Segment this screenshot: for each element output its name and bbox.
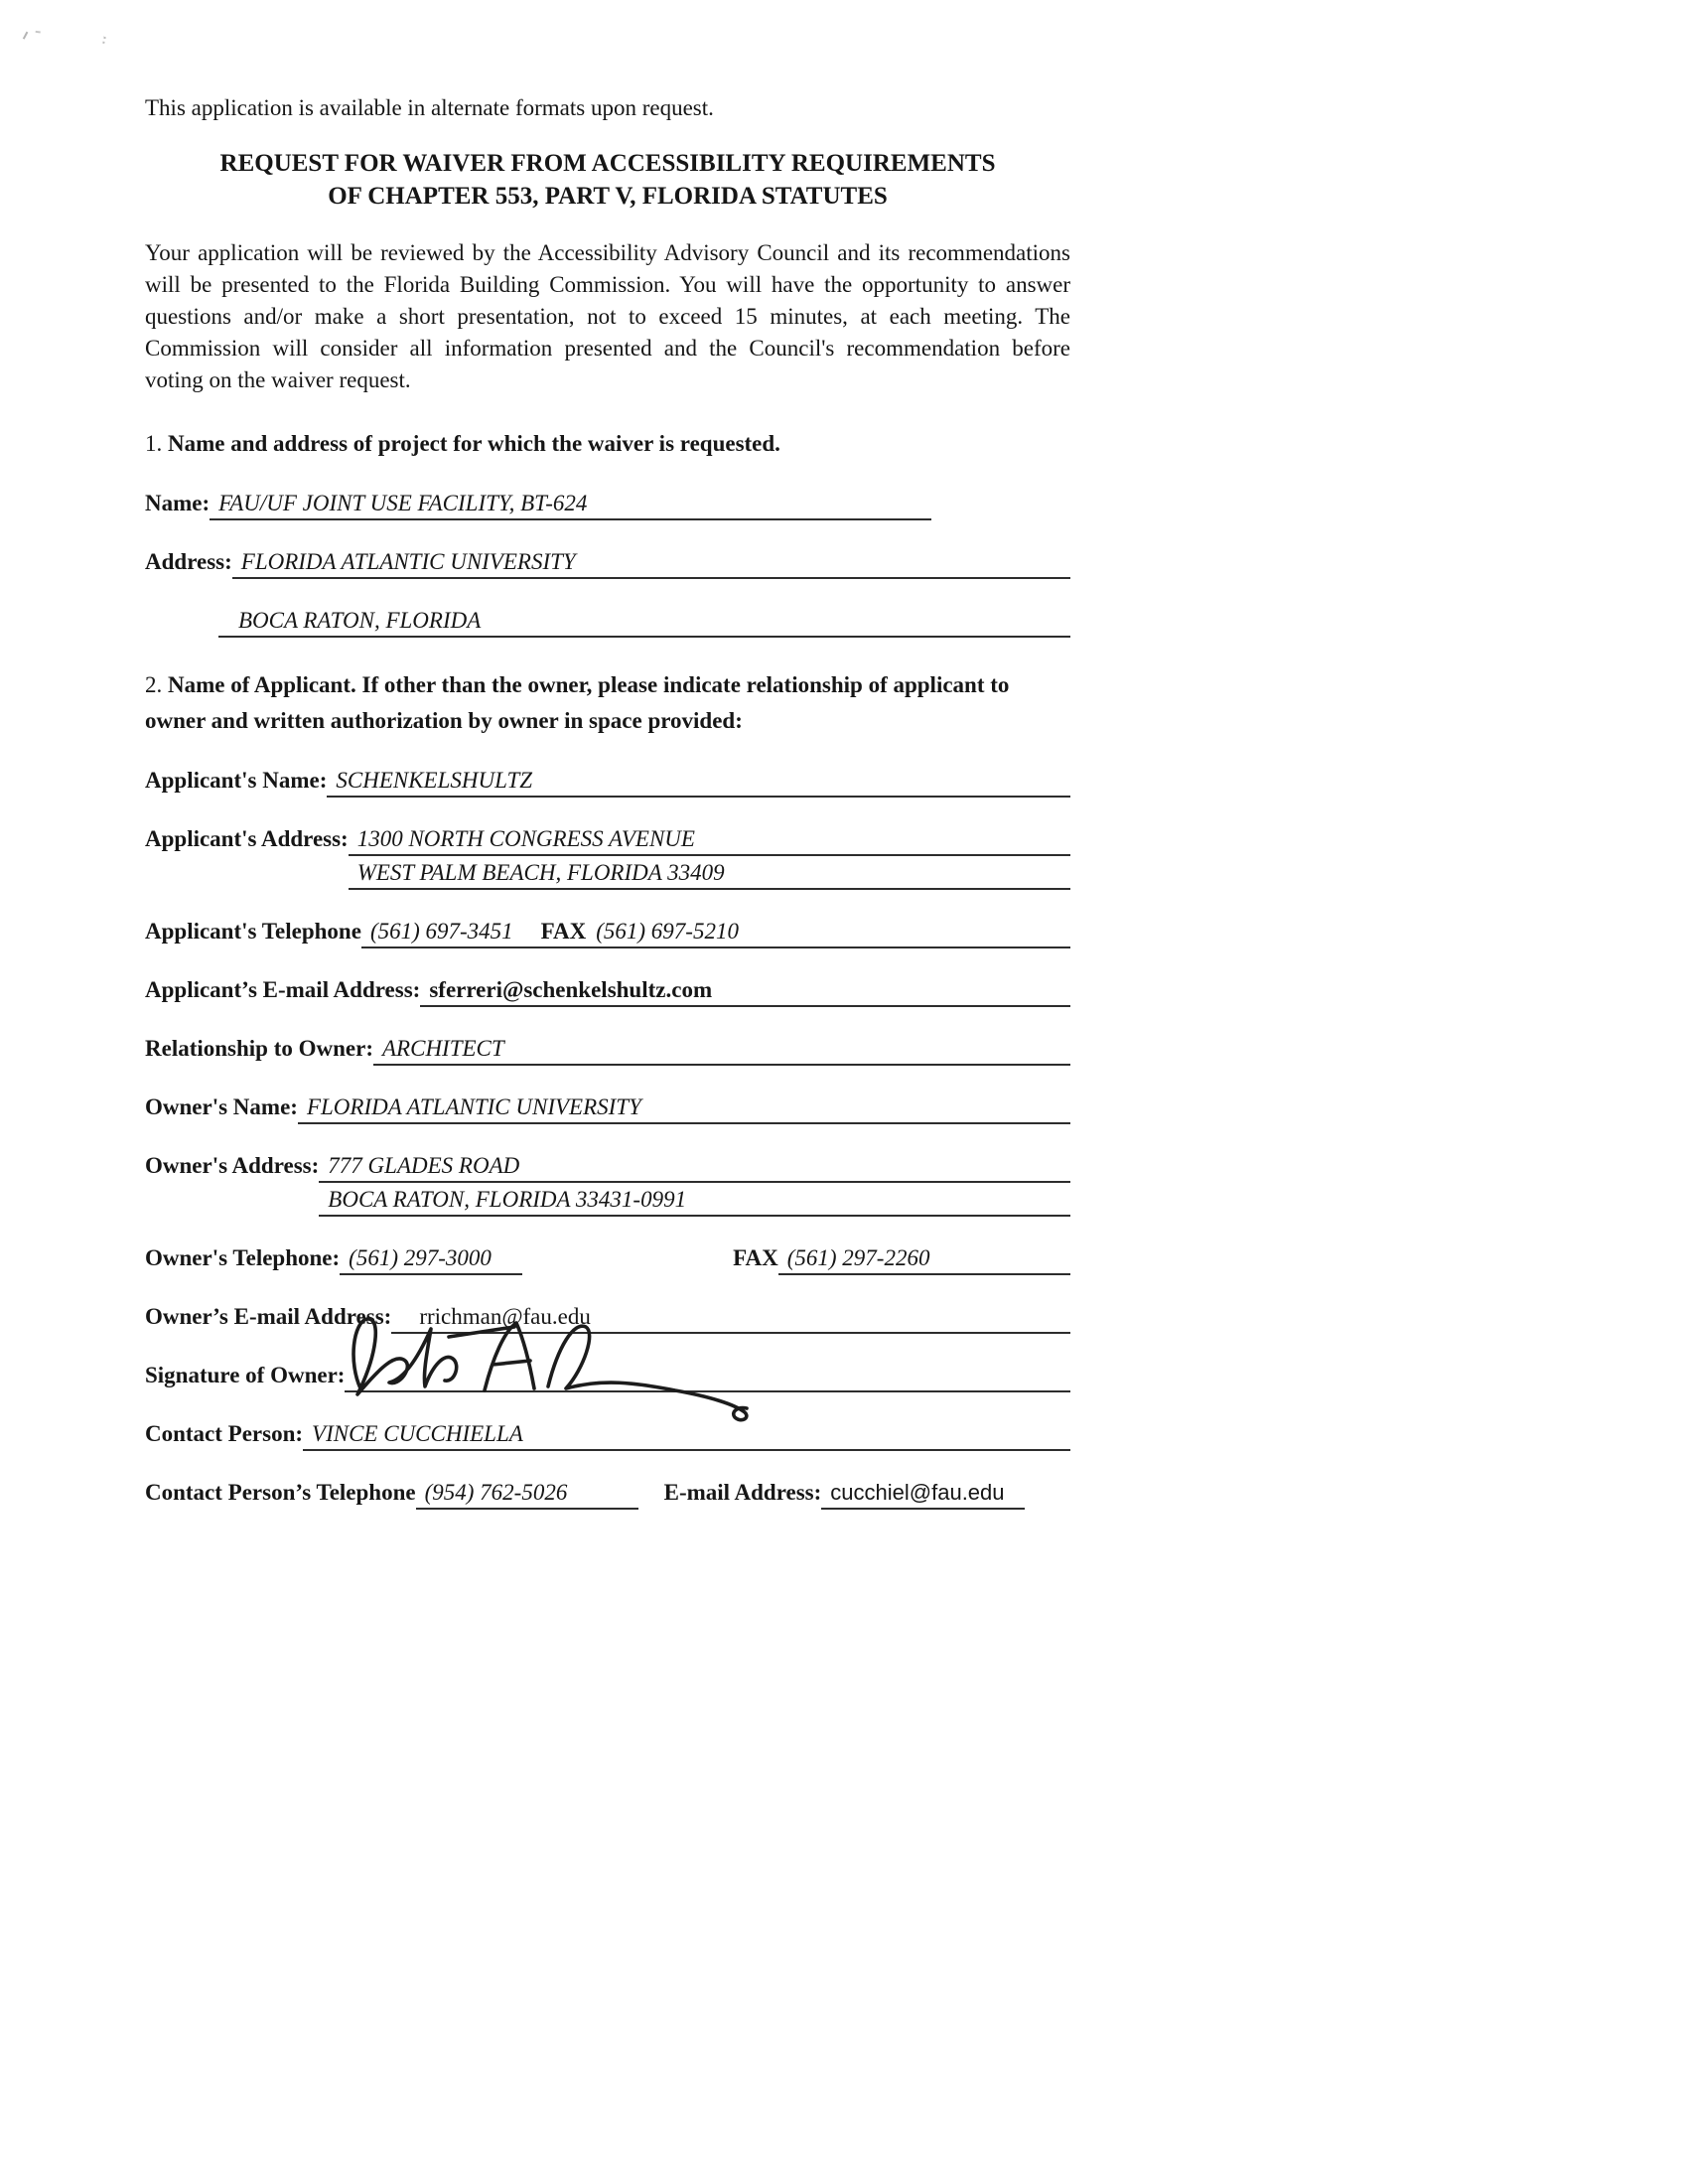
owner-fax-value: (561) 297-2260 (778, 1243, 1070, 1275)
project-name-field (145, 489, 1070, 520)
owner-address-field (145, 1151, 1070, 1217)
project-address-value-line2: BOCA RATON, FLORIDA (218, 606, 1070, 638)
owner-name-label: Owner's Name: (145, 1094, 298, 1119)
scan-artifact (94, 35, 105, 44)
contact-person-label: Contact Person: (145, 1421, 304, 1446)
relationship-to-owner-label: Relationship to Owner: (145, 1036, 373, 1061)
section-1-title: Name and address of project for which the waiver is requested. (168, 431, 780, 456)
section-2-title: Name of Applicant. If other than the owner, please indicate relationship of applicant to owner and written authorization by owner in space provided: (145, 672, 1010, 733)
applicant-address-value-line1: 1300 NORTH CONGRESS AVENUE (349, 824, 1070, 856)
project-address-label: Address: (145, 549, 232, 574)
contact-email-value: cucchiel@fau.edu (821, 1478, 1025, 1510)
owner-name-value: FLORIDA ATLANTIC UNIVERSITY (298, 1092, 1070, 1124)
title-line-1: REQUEST FOR WAIVER FROM ACCESSIBILITY REQUIREMENTS (219, 150, 996, 177)
scan-artifact (23, 32, 37, 45)
applicant-fax-value: (561) 697-5210 (596, 919, 739, 944)
document-title (145, 147, 1070, 213)
owner-name-field (145, 1092, 1070, 1124)
signature-line (345, 1361, 1070, 1392)
project-address-line2 (145, 606, 1070, 638)
applicant-address-label: Applicant's Address: (145, 826, 349, 851)
applicant-telephone-field (145, 917, 1070, 948)
section-1-heading (145, 426, 1070, 462)
project-name-value: FAU/UF JOINT USE FACILITY, BT-624 (210, 489, 931, 520)
project-name-label: Name: (145, 491, 211, 515)
relationship-to-owner-field (145, 1034, 1070, 1066)
applicant-address-value-line2: WEST PALM BEACH, FLORIDA 33409 (349, 858, 1070, 890)
applicant-email-field (145, 975, 1070, 1007)
owner-email-value: rrichman@fau.edu (391, 1302, 1070, 1334)
owner-address-value-line1: 777 GLADES ROAD (319, 1151, 1070, 1183)
applicant-address-field (145, 824, 1070, 890)
signature-of-owner-label: Signature of Owner: (145, 1363, 346, 1387)
contact-person-value: VINCE CUCCHIELLA (303, 1419, 1070, 1451)
signature-of-owner-field (145, 1361, 1070, 1392)
applicant-telephone-value: (561) 697-3451 (369, 919, 513, 944)
applicant-email-value: sferreri@schenkelshultz.com (420, 975, 1070, 1007)
owner-address-label: Owner's Address: (145, 1153, 320, 1178)
intro-paragraph: Your application will be reviewed by the Accessibility Advisory Council and its recommendations will be presented to the Florida Building Commission. You will have the opportunity to answer questions and/or make a short presentation, not to exceed 15 minutes, at each meeting. The Commission will consider all information presented and the Council's recommendation before voting on the waiver request. (145, 240, 1070, 392)
owner-telephone-label: Owner's Telephone: (145, 1245, 341, 1270)
contact-telephone-label: Contact Person’s Telephone (145, 1480, 416, 1505)
applicant-name-field (145, 766, 1070, 798)
applicant-name-label: Applicant's Name: (145, 768, 328, 793)
applicant-email-label: Applicant’s E-mail Address: (145, 977, 421, 1002)
section-2-number: 2. (145, 672, 163, 697)
section-1-number: 1. (145, 431, 163, 456)
section-2-heading (145, 667, 1070, 739)
project-address-field (145, 547, 1070, 579)
owner-telephone-field (145, 1243, 1070, 1275)
applicant-telephone-label: Applicant's Telephone (145, 919, 361, 944)
contact-person-field (145, 1419, 1070, 1451)
applicant-name-value: SCHENKELSHULTZ (327, 766, 1070, 798)
alternate-format-note: This application is available in alternate formats upon request. (145, 95, 714, 120)
relationship-to-owner-value: ARCHITECT (373, 1034, 1070, 1066)
owner-email-field (145, 1302, 1070, 1334)
title-line-2: OF CHAPTER 553, PART V, FLORIDA STATUTES (328, 183, 888, 210)
owner-email-label: Owner’s E-mail Address: (145, 1304, 392, 1329)
project-address-value-line1: FLORIDA ATLANTIC UNIVERSITY (232, 547, 1070, 579)
applicant-fax-label: FAX (540, 919, 587, 944)
contact-email-label: E-mail Address: (663, 1480, 822, 1505)
owner-fax-label: FAX (733, 1245, 778, 1270)
owner-address-value-line2: BOCA RATON, FLORIDA 33431-0991 (319, 1185, 1070, 1217)
contact-telephone-value: (954) 762-5026 (416, 1478, 638, 1510)
contact-telephone-field (145, 1478, 1070, 1510)
owner-telephone-value: (561) 297-3000 (340, 1243, 522, 1275)
